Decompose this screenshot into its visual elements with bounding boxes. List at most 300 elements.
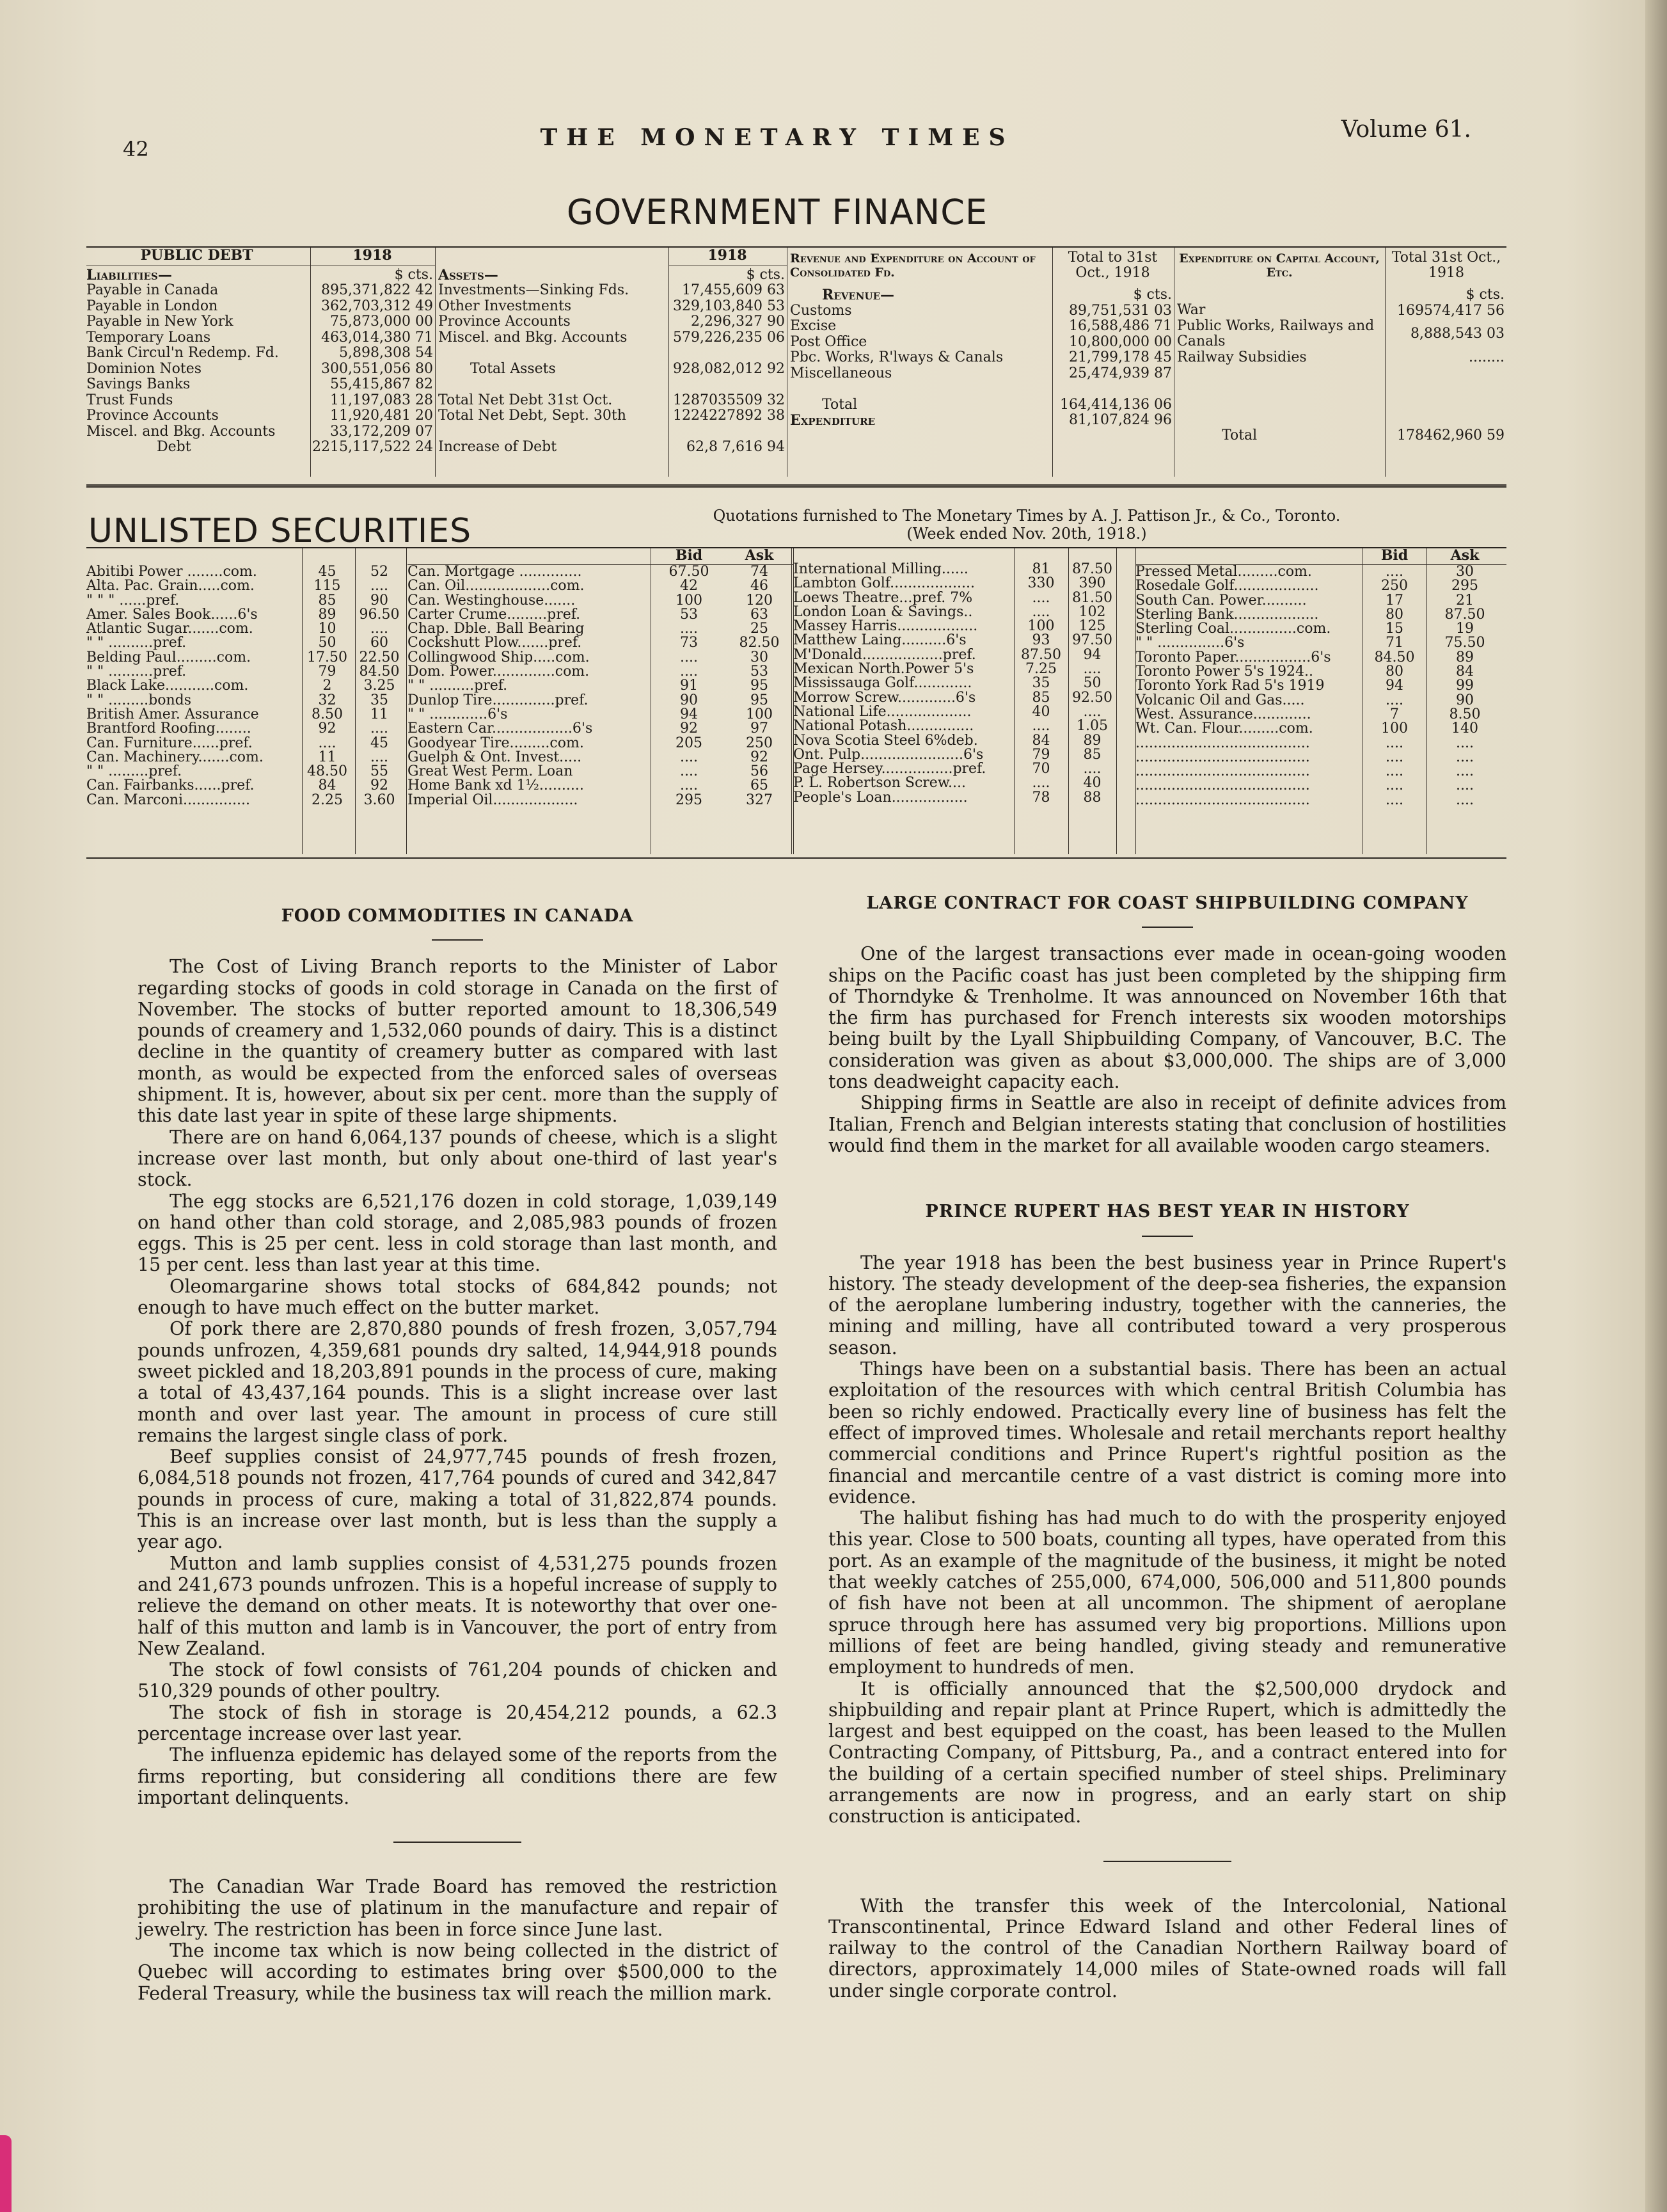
liability-value: 11,920,481 20 [330,408,433,424]
security-row [407,751,793,765]
revenue-label: Post Office [790,334,867,350]
security-ask: 97 [750,722,768,736]
security-bid: 84 [1032,733,1050,748]
security-ask: 8.50 [1449,707,1481,722]
security-name: Can. Machinery.......com. [86,750,264,765]
security-bid: 94 [680,707,698,722]
shipbuilding-paragraph: Shipping firms in Seattle are also in receipt of definite advices from Italian, French and Belgian interests stating that conclusion of hostilities would find them in the market for all available wooden cargo steamers. [828,1092,1506,1156]
prince-rupert-paragraph: Things have been on a substantial basis. There has been an actual exploitation of the resources with which central British Columbia has been so richly endowed. Practically every line of business has felt the effect of improved times. Wholesale and retail merchants report healthy commercial conditions and Prince Rupert's rightful position as the financial and mercantile centre of a vast district is coming more into evidence. [828,1358,1506,1508]
security-row [793,619,1135,633]
security-row [407,594,793,608]
security-name: Goodyear Tire.........com. [407,736,584,751]
security-bid: .... [1386,693,1403,708]
asset-label: Investments—Sinking Fds. [438,283,629,298]
security-ask: 92 [750,750,768,765]
security-row [793,791,1135,805]
food-paragraph: Of pork there are 2,870,880 pounds of fresh frozen, 3,057,794 pounds unfrozen, 4,359,681 pounds dry salted, 14,944,918 pounds sweet pickled and 18,203,891 pounds in the process of cure, making a total of 43,437,164 pounds. This is a slight increase over last month and over last year. The amount in process of cure still remains the largest single class of pork. [138,1318,777,1446]
security-name: ....................................... [1135,793,1310,808]
security-bid: 330 [1027,577,1055,591]
security-ask: 295 [1451,579,1478,594]
security-row [86,622,407,636]
security-bid: 50 [318,636,336,651]
asset-label: Province Accounts [438,314,571,330]
security-bid: 11 [318,750,336,765]
security-name: British Amer. Assurance [86,707,259,722]
security-name: London Loan & Savings.. [793,605,973,620]
security-ask: 95 [750,693,768,708]
security-row [793,605,1135,619]
security-ask: .... [1456,765,1474,779]
quotation-source: Quotations furnished to The Monetary Times by A. J. Pattison Jr., & Co., Toronto. [713,507,1341,525]
asset-value: 329,103,840 53 [673,298,785,314]
cap-war-label: War [1177,303,1206,318]
security-row [86,651,407,665]
security-ask: .... [370,722,388,736]
security-name: " " ..........pref. [86,636,187,651]
security-bid: 295 [675,793,702,808]
public-debt-values [312,248,433,477]
security-ask: 87.50 [1072,562,1112,577]
right-article-column [828,893,1506,2001]
news-paragraph: The Canadian War Trade Board has removed the restriction prohibiting the use of platinum in the manufacture and repair of jewelry. The restriction has been in force since June last. [138,1876,777,1940]
prince-rupert-heading: PRINCE RUPERT HAS BEST YEAR IN HISTORY [925,1202,1410,1222]
security-bid: .... [1386,765,1403,779]
security-bid: .... [680,665,698,680]
bid-ask-header [1135,548,1506,565]
liabilities-heading: Liabilities— [86,267,172,283]
security-name: " " .............6's [407,707,508,722]
asset-label: Miscel. and Bkg. Accounts [438,330,628,346]
food-paragraph: The stock of fish in storage is 20,454,212 pounds, a 62.3 percentage increase over last year. [138,1701,777,1744]
securities-bottom-rule [86,857,1506,859]
security-row [407,708,793,722]
security-bid: .... [1032,591,1050,605]
public-debt-labels [86,248,307,477]
security-bid: .... [1386,736,1403,751]
security-name: National Life................... [793,704,972,720]
securities-group-4 [1135,548,1506,854]
header-spacer [1135,548,1363,564]
security-ask: 82.50 [739,636,780,651]
security-ask: 52 [370,565,388,580]
revenue-labels [790,248,1050,477]
security-bid: 80 [1386,665,1403,680]
security-ask: 74 [750,565,768,580]
security-ask: 100 [746,707,773,722]
security-bid: 15 [1386,622,1403,637]
security-bid: .... [1032,605,1050,620]
total-assets-label: Total Assets [470,361,556,377]
security-row [793,577,1135,591]
securities-group-1 [86,565,407,854]
revenue-value: 16,588,486 71 [1069,319,1172,334]
security-row [1135,751,1506,765]
asset-label: Other Investments [438,298,572,314]
security-row [86,636,407,650]
cap-public-works-label: Public Works, Railways and Canals [1177,317,1375,349]
security-name: Can. Furniture......pref. [86,736,253,751]
security-ask: 90 [1456,693,1474,708]
security-row [1135,608,1506,622]
security-ask: .... [1083,762,1102,777]
heading-rule [432,939,483,941]
security-name: Mexican North.Power 5's [793,662,974,677]
security-name: Sterling Bank................... [1135,607,1319,623]
security-bid: 79 [1032,747,1050,763]
ask-header: Ask [745,548,774,564]
security-bid: 2.25 [312,793,343,808]
liability-label: Trust Funds [86,392,173,408]
security-ask: 30 [1456,565,1474,580]
security-bid: 78 [1032,790,1050,806]
shipbuilding-paragraph: One of the largest transactions ever made in ocean-going wooden ships on the Pacific coast has just been completed by the shipping firm of Thorndyke & Trenholme. It was announced on November 16th that the firm has purchased for French interests six wooden motorships being built by the Lyall Shipbuilding Company, of Vancouver, B.C. The consideration was given as about $3,000,000. The ships are of 3,000 tons deadweight capacity each. [828,943,1506,1093]
security-row [86,708,407,722]
security-name: Can. Oil...................com. [407,579,585,594]
security-row [407,793,793,808]
security-row [407,579,793,593]
food-paragraph: Mutton and lamb supplies consist of 4,531,275 pounds frozen and 241,673 pounds unfrozen. This is a hopeful increase of supply to relieve the demand on other meats. It is noteworthy that over one-half of this mutton and lamb is in Vancouver, the port of entry from New Zealand. [138,1552,777,1659]
asset-value: 2,296,327 90 [691,314,785,330]
security-ask: 140 [1451,722,1478,736]
security-ask: 11 [370,707,388,722]
security-ask: 75.50 [1444,636,1485,651]
capital-labels [1177,248,1382,477]
assets-cts-unit: $ cts. [746,267,785,283]
security-ask: 250 [746,736,773,751]
security-bid: .... [1386,565,1403,580]
security-bid: .... [1386,793,1403,808]
cap-railway-label: Railway Subsidies [1177,349,1307,365]
security-ask: 96.50 [359,607,400,623]
security-ask: 102 [1078,605,1106,620]
security-row [793,776,1135,790]
security-bid: 85 [1032,690,1050,705]
security-ask: 87.50 [1444,607,1485,623]
security-ask: 3.25 [363,679,395,694]
debt-label: Debt [157,440,191,455]
security-name: ....................................... [1135,765,1310,779]
revenue-label: Customs [790,303,852,319]
security-row [407,694,793,708]
security-ask: 95 [750,679,768,694]
security-name: Guelph & Ont. Invest..... [407,750,582,765]
prince-rupert-paragraph: It is officially announced that the $2,500,000 drydock and shipbuilding and repair plant at Prince Rupert, which is admittedly the largest and best equipped on the coast, has been leased to the Mullen Contracting Company, of Pittsburg, Pa., and a contract entered into for the building of a certain specified number of steel ships. Preliminary arrangements are now in progress, and an early start on ship construction is anticipated. [828,1678,1506,1827]
security-name: Mississauga Golf............. [793,676,972,691]
security-ask: 30 [750,650,768,665]
security-name: Rosedale Golf................... [1135,579,1319,594]
masthead-title: THE MONETARY TIMES [540,124,1015,151]
security-bid: 84.50 [1374,650,1415,665]
railways-paragraph: With the transfer this week of the Intercolonial, National Transcontinental, Prince Edward Island and other Federal lines of railway to the control of the Canadian Northern Railway board of directors, approximately 14,000 miles of State-owned roads will fall under single corporate control. [828,1895,1506,2001]
liability-label: Miscel. and Bkg. Accounts [86,424,276,440]
security-row [407,736,793,751]
security-row [1135,636,1506,650]
security-name: Collingwood Ship.....com. [407,650,590,665]
security-ask: 89 [1083,733,1102,748]
security-ask: 89 [1456,650,1474,665]
security-row [1135,622,1506,636]
security-name: Nova Scotia Steel 6%deb. [793,733,978,748]
security-row [86,793,407,808]
total-assets-value: 928,082,012 92 [673,361,785,377]
revenue-heading: Revenue— [822,287,895,303]
volume-label: Volume 61. [1341,116,1471,143]
security-bid: 92 [680,722,698,736]
revenue-label: Miscellaneous [790,365,892,381]
security-bid: 73 [680,636,698,651]
quotation-note [630,507,1423,543]
liability-label: Temporary Loans [86,330,211,346]
liability-value: 55,415,867 82 [330,377,433,392]
security-row [793,633,1135,648]
cts-unit: $ cts. [394,267,433,283]
net-debt-oct-value: 1287035509 32 [673,392,785,408]
security-row [86,765,407,779]
security-bid: 42 [680,579,698,594]
security-bid: 89 [318,607,336,623]
liability-value: 362,703,312 49 [321,298,433,314]
security-name: " " .........pref. [86,765,182,779]
security-ask: 35 [370,693,388,708]
security-row [793,748,1135,762]
liability-label: Payable in New York [86,314,233,330]
security-name: People's Loan................. [793,790,968,806]
security-row [793,719,1135,733]
security-bid: .... [1032,776,1050,791]
security-row [407,679,793,693]
securities-group-3 [793,562,1135,854]
security-row [793,734,1135,748]
assets-year-heading: 1918 [707,248,747,264]
liability-label: Payable in London [86,298,218,314]
security-ask: 94 [1083,648,1102,663]
security-bid: 8.50 [312,707,343,722]
security-ask: .... [1456,736,1474,751]
security-bid: 92 [318,722,336,736]
security-row [1135,665,1506,679]
security-row [793,648,1135,662]
security-name: Loews Theatre...pref. 7% [793,591,973,605]
security-ask: 390 [1078,577,1106,591]
capital-cts-unit: $ cts. [1466,287,1505,303]
liability-label: Payable in Canada [86,283,219,298]
security-name: Belding Paul.........com. [86,650,251,665]
security-ask: 46 [750,579,768,594]
security-ask: 53 [750,665,768,680]
security-bid: 100 [675,593,702,608]
security-name: South Can. Power.......... [1135,593,1307,608]
security-row [86,694,407,708]
expenditure-value: 81,107,824 96 [1069,413,1172,428]
security-row [86,751,407,765]
net-debt-sept-label: Total Net Debt, Sept. 30th [438,408,626,424]
security-name: " " ..........pref. [407,679,508,694]
cap-war-value: 169574,417 56 [1397,303,1505,319]
liability-value: 75,873,000 00 [330,314,433,330]
security-ask: 40 [1083,776,1102,791]
security-row [1135,651,1506,665]
liability-value: 5,898,308 54 [339,346,433,361]
security-row [1135,779,1506,793]
public-debt-heading: PUBLIC DEBT [140,248,253,264]
liability-value: 33,172,209 07 [330,424,433,440]
capital-values [1388,248,1505,477]
security-row [86,608,407,622]
security-name: " " .........bonds [86,693,192,708]
security-name: Morrow Screw.............6's [793,690,976,705]
security-bid: .... [680,765,698,779]
security-ask: .... [370,579,388,594]
security-row [86,679,407,693]
security-name: Ont. Pulp.......................6's [793,747,984,763]
security-bid: 115 [313,579,341,594]
shipbuilding-heading: LARGE CONTRACT FOR COAST SHIPBUILDING COMPANY [866,893,1469,913]
security-name: Carter Crume.........pref. [407,607,581,623]
security-row [1135,708,1506,722]
liability-value: 300,551,056 80 [321,361,433,377]
security-row [407,722,793,736]
security-name: Imperial Oil................... [407,793,578,808]
revenue-value: 10,800,000 00 [1069,334,1172,350]
liability-label: Dominion Notes [86,361,202,377]
security-ask: 81.50 [1072,591,1112,605]
security-name: Wt. Can. Flour.........com. [1135,722,1313,736]
liability-value: 895,371,822 42 [321,283,433,298]
security-row [86,565,407,579]
security-row [1135,579,1506,593]
security-name: Sterling Coal...............com. [1135,622,1331,637]
security-row [407,608,793,622]
pink-page-tab [0,2135,12,2212]
net-debt-sept-value: 1224227892 38 [673,408,785,424]
security-ask: .... [1456,793,1474,808]
revenue-value: 89,751,531 03 [1069,303,1172,319]
security-bid: .... [1386,779,1403,793]
security-ask: 85 [1083,747,1102,763]
news-paragraph: The income tax which is now being collected in the district of Quebec will according to estimates bring over $500,000 to the Federal Treasury, while the business tax will reach the million mark. [138,1940,777,2004]
debt-value: 2215,117,522 24 [312,440,433,455]
asset-value: 579,226,235 06 [673,330,785,346]
food-paragraph: The Cost of Living Branch reports to the Minister of Labor regarding stocks of goods in cold storage in Canada on the first of November. The stocks of butter reported amount to 18,306,549 pounds of creamery and 1,532,060 pounds of dairy. This is a distinct decline in the quantity of creamery butter as compared with last month, as would be expected from the enforced sales of overseas shipment. It is, however, about six per cent. more than the supply of this date last year in spite of these large shipments. [138,956,777,1127]
security-ask: 92 [370,779,388,793]
liability-value: 463,014,380 71 [321,330,433,346]
security-row [1135,793,1506,808]
security-name: ....................................... [1135,779,1310,793]
food-commodities-heading: FOOD COMMODITIES IN CANADA [281,906,634,926]
security-bid: 32 [318,693,336,708]
security-ask: 45 [370,736,388,751]
security-row [1135,565,1506,579]
food-paragraph: There are on hand 6,064,137 pounds of cheese, which is a slight increase over last month, but only about one-third of last year's stock. [138,1126,777,1191]
increase-value: 62,8 7,616 94 [686,440,785,455]
security-bid: 80 [1386,607,1403,623]
capital-heading: Expenditure on Capital Account, Etc. [1179,251,1380,280]
security-bid: 81 [1032,562,1050,577]
security-name: " " " ......pref. [86,593,180,608]
security-ask: 63 [750,607,768,623]
security-row [1135,594,1506,608]
security-row [793,762,1135,776]
security-bid: 250 [1381,579,1408,594]
page-number: 42 [123,137,149,161]
security-bid: .... [318,736,336,751]
food-paragraph: The egg stocks are 6,521,176 dozen in cold storage, 1,039,149 on hand other than cold storage, and 2,085,983 pounds of frozen eggs. This is 25 per cent. less in cold storage than last month, and 15 per cent. less than last year at this time. [138,1190,777,1276]
security-name: P. L. Robertson Screw.... [793,776,967,791]
total-31st-heading: Total 31st Oct., 1918 [1391,250,1501,281]
security-ask: 327 [746,793,773,808]
security-bid: .... [680,622,698,637]
security-name: Atlantic Sugar.......com. [86,622,253,637]
security-bid: 7 [1390,707,1399,722]
security-bid: 17 [1386,593,1403,608]
security-bid: 100 [1027,619,1055,634]
security-ask: 56 [750,765,768,779]
security-name: " " ..........pref. [86,665,187,680]
heading-rule [1142,927,1193,928]
security-bid: 35 [1032,676,1050,691]
revenue-label: Excise [790,319,837,334]
security-name: Toronto Power 5's 1924.. [1135,665,1314,680]
revenue-values [1054,248,1172,477]
security-name: Abitibi Power ........com. [86,565,257,580]
security-ask: .... [1083,704,1102,720]
security-row [407,779,793,793]
revenue-label: Pbc. Works, R'lways & Canals [790,350,1004,365]
total-to-heading: Total to 31st Oct., 1918 [1068,250,1158,281]
bid-ask-header [407,548,793,565]
security-ask: 21 [1456,593,1474,608]
security-bid: 2 [322,679,332,694]
increase-label: Increase of Debt [438,440,557,455]
security-row [1135,679,1506,693]
security-bid: 67.50 [668,565,709,580]
security-bid: 40 [1032,704,1050,720]
section-divider [393,1842,521,1843]
security-ask: 55 [370,765,388,779]
revenue-total-value: 164,414,136 06 [1060,397,1172,413]
security-bid: .... [680,650,698,665]
revenue-total-label: Total [822,397,858,413]
security-name: " " ...............6's [1135,636,1245,651]
security-ask: 65 [750,779,768,793]
security-row [1135,694,1506,708]
security-bid: .... [680,750,698,765]
security-bid: 87.50 [1021,648,1061,663]
liability-label: Province Accounts [86,408,219,424]
security-bid: 71 [1386,636,1403,651]
revenue-expenditure-heading: Revenue and Expenditure on Account of Consolidated Fd. [790,251,1036,280]
liability-value: 11,197,083 28 [330,392,433,408]
header-spacer [407,548,651,564]
expenditure-label: Expenditure [790,413,875,429]
security-name: Brantford Roofing........ [86,722,251,736]
security-ask: .... [1456,750,1474,765]
security-row [86,736,407,751]
security-name: Alta. Pac. Grain.....com. [86,579,255,594]
security-ask: .... [370,622,388,637]
cap-public-works-value: 8,888,543 03 [1410,326,1505,342]
security-bid: 45 [318,565,336,580]
security-bid: 17.50 [307,650,347,665]
security-row [1135,722,1506,736]
quotation-week: (Week ended Nov. 20th, 1918.) [906,525,1147,543]
security-row [86,779,407,793]
prince-rupert-paragraph: The halibut fishing has had much to do with the prosperity enjoyed this year. Close to 500 boats, counting all types, have operated from this port. As an example of the magnitude of the business, it might be noted that weekly catches of 255,000, 674,000, 506,000 and 511,800 pounds of fish have not been at all uncommon. The shipment of aeroplane spruce through here has assumed very big proportions. Millions upon millions of feet are being handled, giving steady and remunerative employment to hundreds of men. [828,1508,1506,1678]
security-name: Page Hersey................pref. [793,762,986,777]
security-bid: .... [680,779,698,793]
security-ask: 120 [746,593,773,608]
security-bid: 53 [680,607,698,623]
